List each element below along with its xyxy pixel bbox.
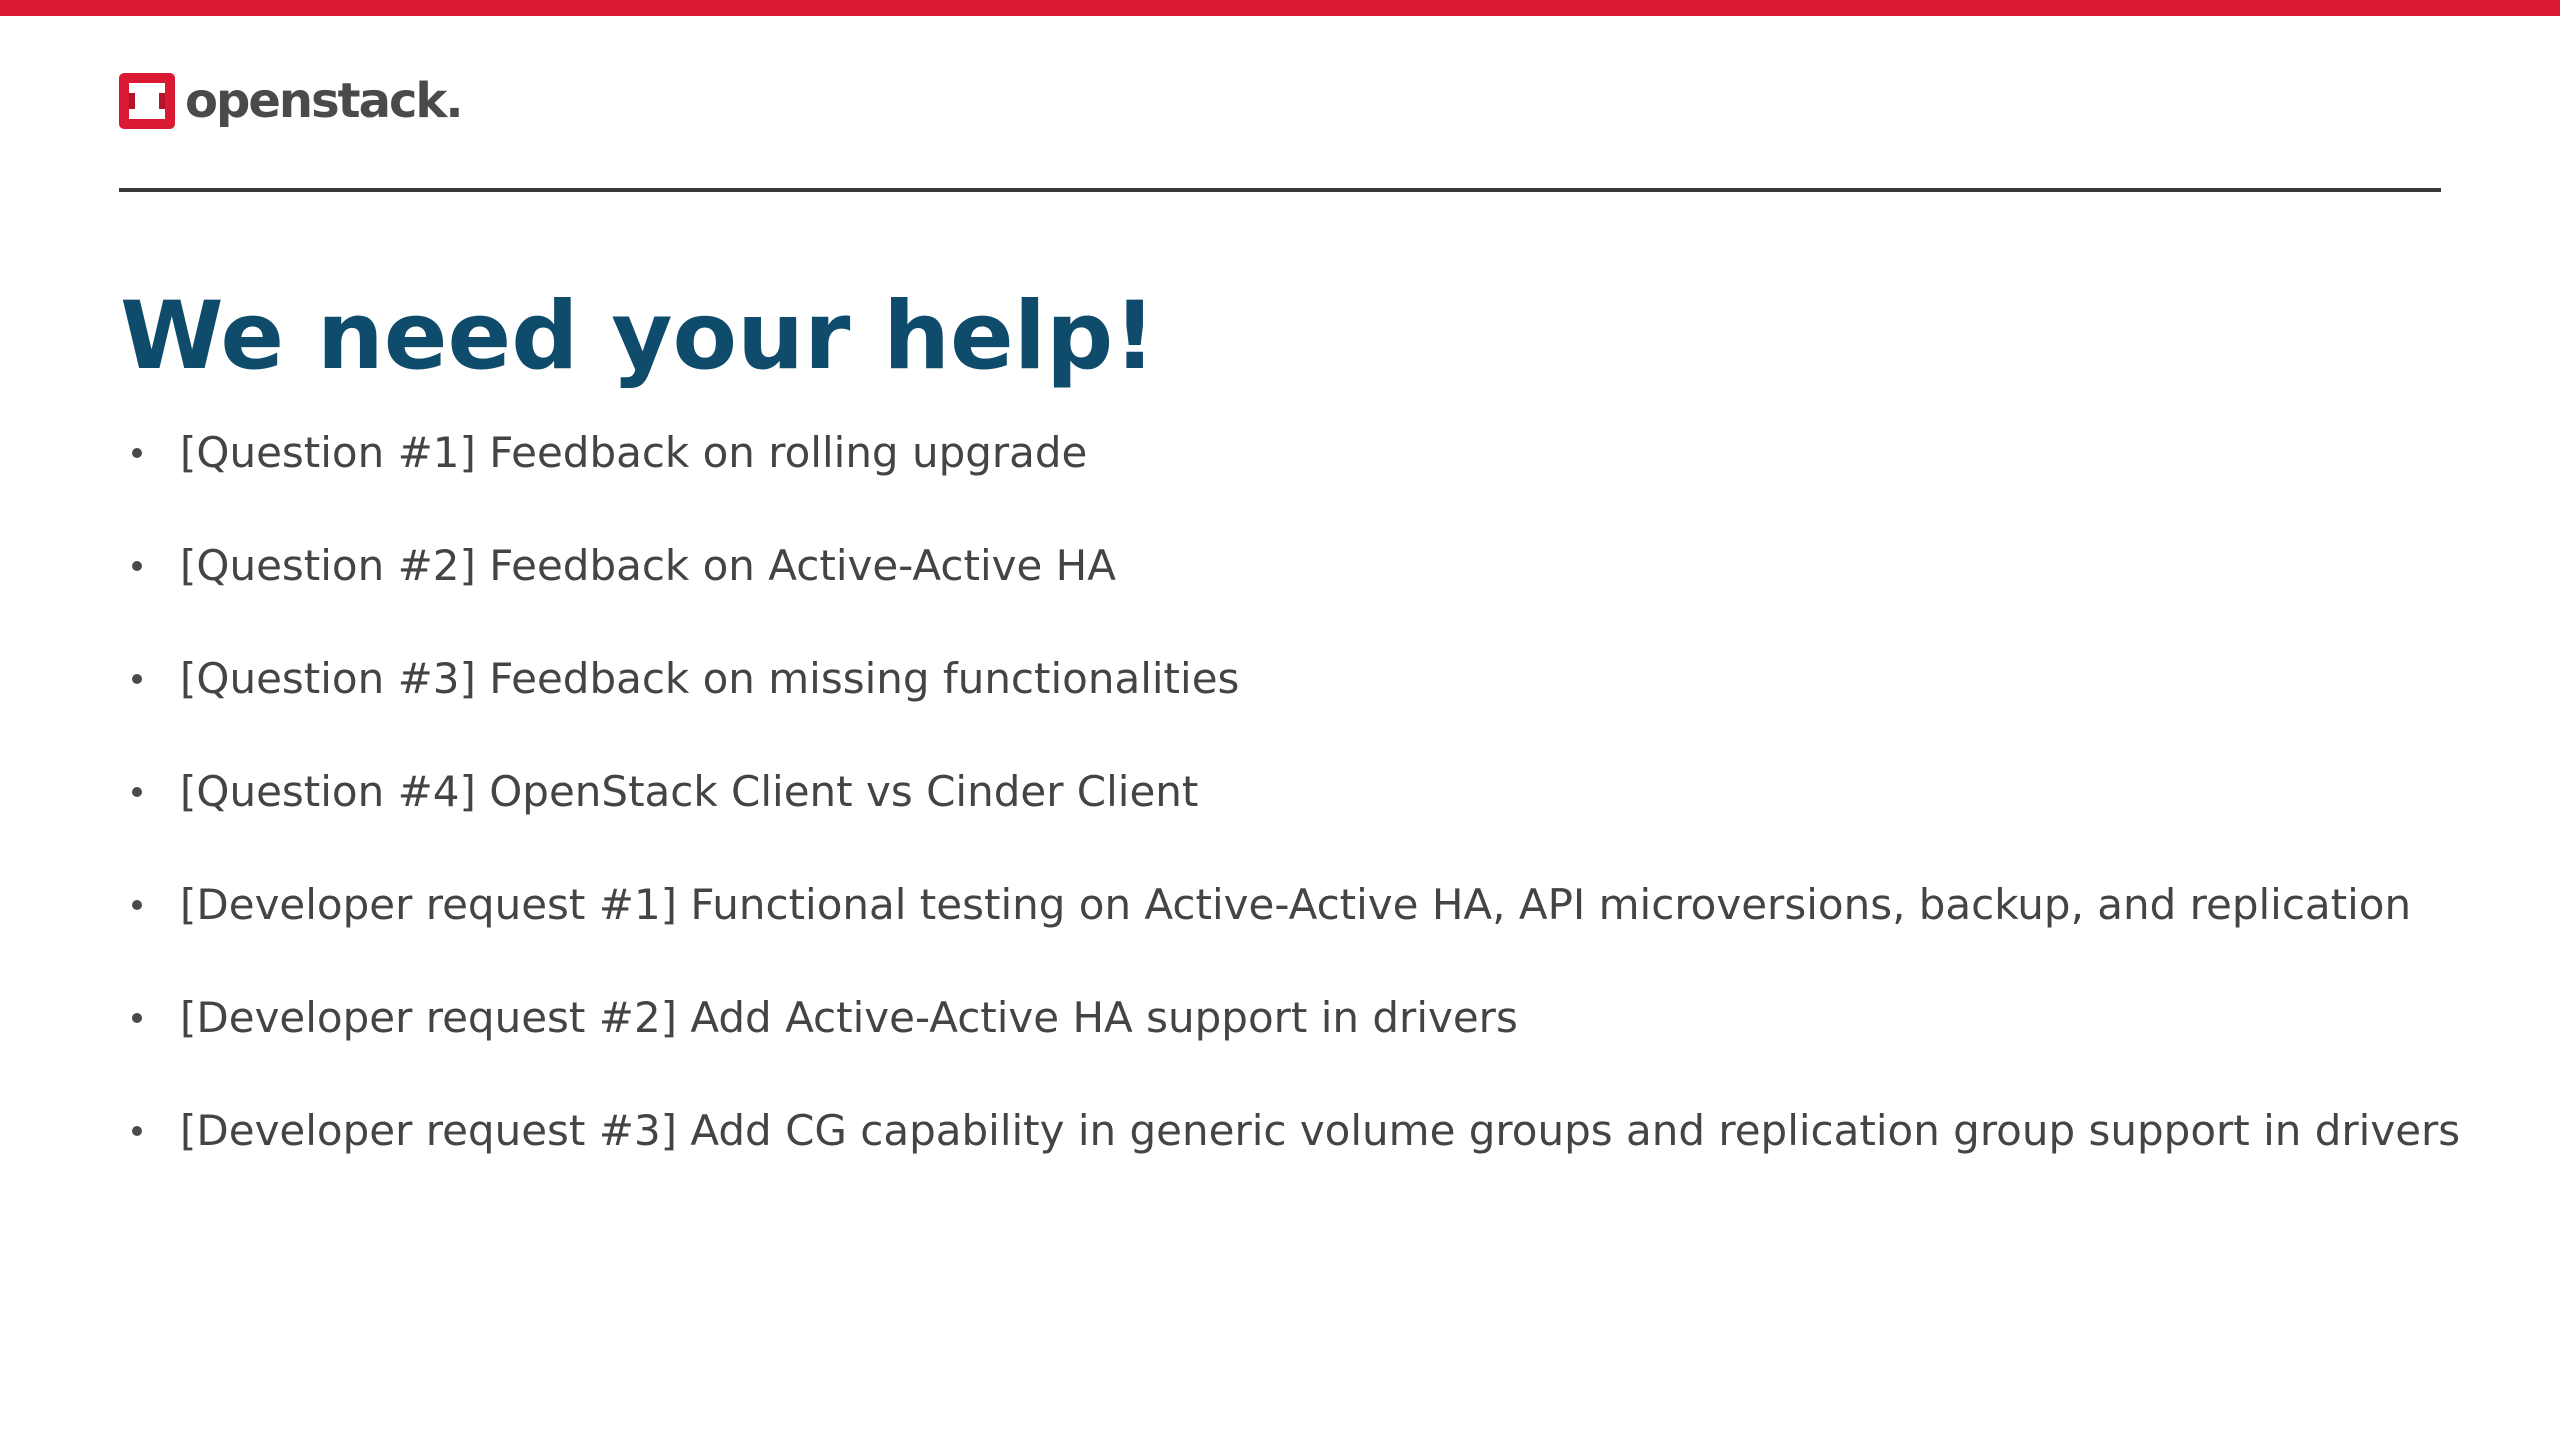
bullet-item bbox=[0, 423, 2440, 483]
bullet-text: [Question #4] OpenStack Client vs Cinder Client bbox=[180, 767, 1199, 816]
bullet-item bbox=[0, 536, 2440, 596]
bullet-dot-icon bbox=[132, 674, 142, 684]
bullet-dot-icon bbox=[132, 787, 142, 797]
bullet-item bbox=[0, 1101, 2461, 1161]
bullet-text: [Question #1] Feedback on rolling upgrade bbox=[180, 428, 1088, 477]
bullet-text: [Developer request #1] Functional testing on Active-Active HA, API microversions, backup, and replication bbox=[180, 880, 2412, 929]
openstack-logo-icon bbox=[119, 73, 175, 129]
bullet-dot-icon bbox=[132, 1126, 142, 1136]
bullet-dot-icon bbox=[132, 900, 142, 910]
bullet-item bbox=[0, 649, 2440, 709]
bullet-dot-icon bbox=[132, 1013, 142, 1023]
bullet-item bbox=[0, 875, 2440, 935]
bullet-text: [Question #3] Feedback on missing functionalities bbox=[180, 654, 1240, 703]
bullet-item bbox=[0, 762, 2440, 822]
bullet-text: [Question #2] Feedback on Active-Active HA bbox=[180, 541, 1116, 590]
bullet-dot-icon bbox=[132, 448, 142, 458]
slide-title: We need your help! bbox=[120, 282, 1157, 391]
bullet-text: [Developer request #3] Add CG capability in generic volume groups and replication group support in drivers bbox=[180, 1106, 2461, 1155]
top-accent-bar bbox=[0, 0, 2560, 16]
bullet-item bbox=[0, 988, 2440, 1048]
header-divider bbox=[119, 188, 2441, 192]
openstack-logo bbox=[119, 68, 462, 134]
bullet-dot-icon bbox=[132, 561, 142, 571]
bullet-text: [Developer request #2] Add Active-Active HA support in drivers bbox=[180, 993, 1518, 1042]
logo-wordmark: openstack. bbox=[185, 73, 462, 129]
